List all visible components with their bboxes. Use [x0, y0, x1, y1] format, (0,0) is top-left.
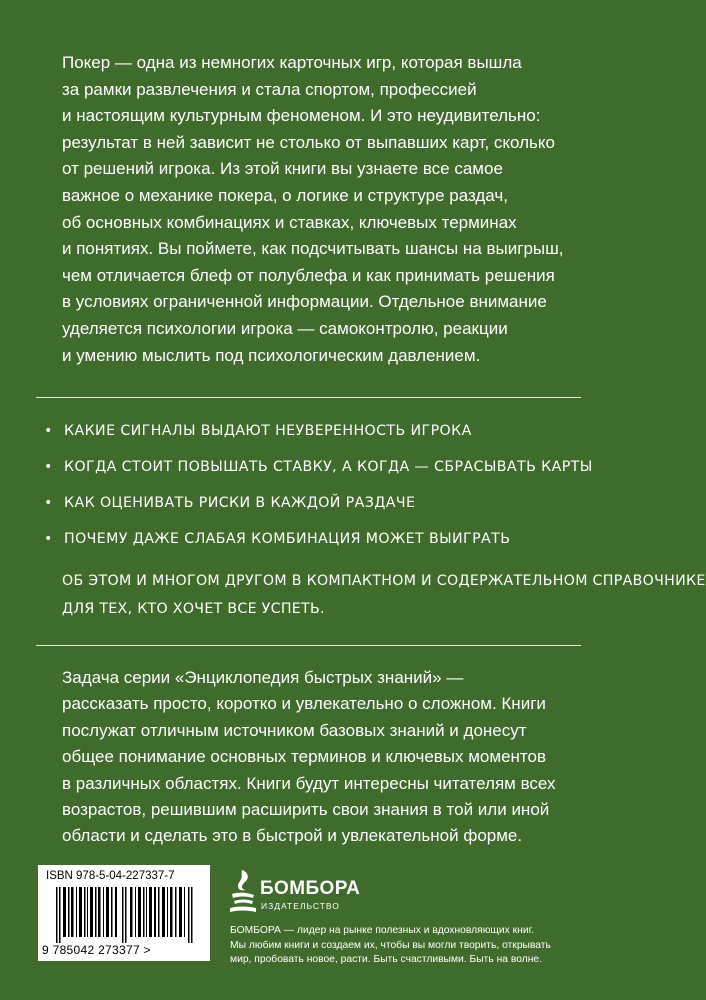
summary-note — [62, 567, 706, 623]
bullet-list — [44, 420, 593, 564]
bullet-item — [44, 492, 589, 528]
series-line: области и сделать это в быстрой и увлекательной форме. — [62, 826, 523, 846]
bullet-text: КАК ОЦЕНИВАТЬ РИСКИ В КАЖДОЙ РАЗДАЧЕ — [64, 495, 416, 511]
bullet-marker: • — [44, 531, 53, 547]
intro-line: и понятиях. Вы поймете, как подсчитывать шансы на выигрыш, — [62, 239, 564, 259]
publisher-line: БОМБОРА — лидер на рынке полезных и вдохновляющих книг. — [230, 925, 534, 936]
publisher-line: Мы любим книги и создаем их, чтобы вы могли творить, открывать — [230, 939, 551, 951]
bullet-text: КАКИЕ СИГНАЛЫ ВЫДАЮТ НЕУВЕРЕННОСТЬ ИГРОКА — [64, 423, 472, 439]
intro-line: Покер — одна из немногих карточных игр, которая вышла — [62, 53, 522, 72]
series-line: послужат отличным источником базовых знаний и донесут — [62, 720, 527, 740]
intro-line: уделяется психологии игрока — самоконтролю, реакции — [62, 318, 508, 338]
divider-top — [36, 397, 581, 398]
intro-line: важное о механике покера, о логике и структуре раздач, — [62, 185, 508, 205]
divider-bottom — [36, 645, 581, 646]
intro-line: за рамки развлечения и стала спортом, профессией — [62, 79, 477, 99]
series-line: Задача серии «Энциклопедия быстрых знаний» — — [62, 668, 464, 687]
intro-line: в условиях ограниченной информации. Отдельное внимание — [62, 292, 547, 312]
barcode-icon — [56, 887, 198, 943]
summary-line: ОБ ЭТОМ И МНОГОМ ДРУГОМ В КОМПАКТНОМ И СОДЕРЖАТЕЛЬНОМ СПРАВОЧНИКЕ — [62, 573, 706, 589]
intro-line: и настоящим культурным феноменом. И это неудивительно: — [62, 106, 541, 126]
bombora-logo-icon — [228, 868, 258, 916]
bullet-item — [44, 420, 589, 456]
bullet-marker: • — [44, 495, 53, 511]
series-line: рассказать просто, коротко и увлекательно о сложном. Книги — [62, 694, 546, 714]
barcode-panel — [38, 865, 210, 961]
intro-line: от решений игрока. Из этой книги вы узнаете все самое — [62, 159, 503, 179]
intro-line: результат в ней зависит не столько от выпавших карт, сколько — [62, 132, 555, 152]
bullet-item — [44, 528, 589, 564]
publisher-logo — [228, 868, 361, 928]
publisher-name: БОМБОРА — [260, 878, 361, 899]
intro-paragraph — [62, 50, 582, 369]
bullet-text: КОГДА СТОИТ ПОВЫШАТЬ СТАВКУ, А КОГДА — СБРАСЫВАТЬ КАРТЫ — [64, 459, 593, 475]
series-line: в различных областях. Книги будут интересны читателям всех — [62, 773, 556, 793]
bullet-marker: • — [44, 459, 53, 475]
bullet-text: ПОЧЕМУ ДАЖЕ СЛАБАЯ КОМБИНАЦИЯ МОЖЕТ ВЫИГРАТЬ — [64, 531, 511, 547]
isbn-label: ISBN 978-5-04-227337-7 — [46, 870, 175, 882]
intro-line: об основных комбинациях и ставках, ключевых терминах — [62, 212, 517, 232]
series-line: возрастов, решившим расширить свои знания в той или иной — [62, 800, 550, 820]
series-description — [62, 665, 592, 850]
publisher-line: мир, пробовать новое, расти. Быть счастливыми. Быть на волне. — [230, 954, 543, 965]
bullet-item — [44, 456, 593, 492]
intro-line: чем отличается блеф от полублефа и как принимать решения — [62, 265, 555, 285]
publisher-subtitle: ИЗДАТЕЛЬСТВО — [261, 901, 340, 911]
intro-line: и умению мыслить под психологическим давлением. — [62, 345, 481, 365]
publisher-description — [230, 924, 590, 968]
summary-line: ДЛЯ ТЕХ, КТО ХОЧЕТ ВСЕ УСПЕТЬ. — [62, 601, 325, 617]
series-line: общее понимание основных терминов и ключевых моментов — [62, 747, 546, 767]
barcode-digits: 9 785042 273377 > — [42, 943, 151, 957]
bullet-marker: • — [44, 423, 53, 439]
